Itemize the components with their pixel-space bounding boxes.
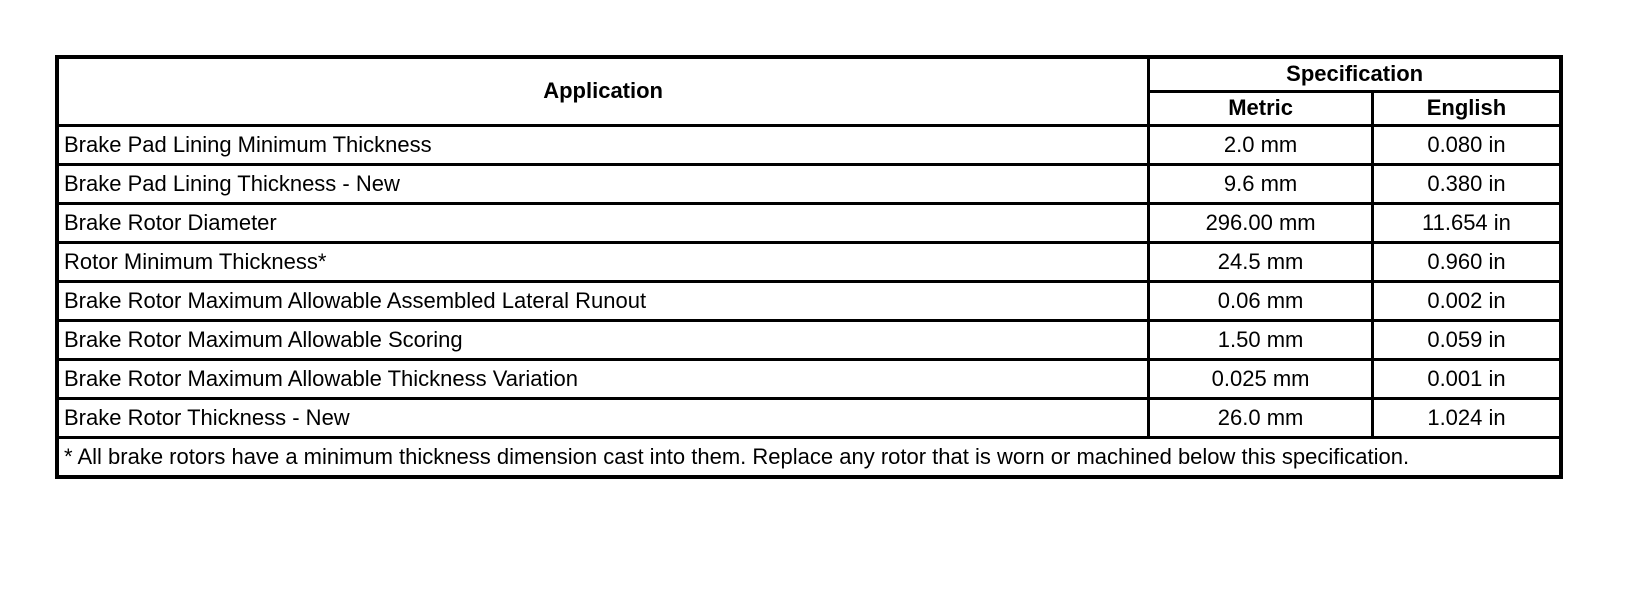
application-cell: Brake Pad Lining Minimum Thickness bbox=[57, 125, 1149, 164]
table-row bbox=[57, 281, 1561, 320]
table-row bbox=[57, 164, 1561, 203]
application-cell: Brake Rotor Maximum Allowable Assembled Lateral Runout bbox=[57, 281, 1149, 320]
application-cell: Brake Rotor Diameter bbox=[57, 203, 1149, 242]
application-cell: Brake Rotor Maximum Allowable Scoring bbox=[57, 320, 1149, 359]
brake-specifications-table bbox=[55, 55, 1563, 479]
table-row bbox=[57, 125, 1561, 164]
header-metric: Metric bbox=[1149, 91, 1373, 125]
metric-cell: 26.0 mm bbox=[1149, 398, 1373, 437]
table-row bbox=[57, 203, 1561, 242]
footnote-row bbox=[57, 437, 1561, 477]
metric-cell: 0.06 mm bbox=[1149, 281, 1373, 320]
metric-cell: 24.5 mm bbox=[1149, 242, 1373, 281]
english-cell: 0.080 in bbox=[1372, 125, 1561, 164]
header-application: Application bbox=[57, 57, 1149, 125]
metric-cell: 0.025 mm bbox=[1149, 359, 1373, 398]
header-specification: Specification bbox=[1149, 57, 1561, 91]
english-cell: 0.960 in bbox=[1372, 242, 1561, 281]
metric-cell: 2.0 mm bbox=[1149, 125, 1373, 164]
application-cell: Brake Rotor Maximum Allowable Thickness Variation bbox=[57, 359, 1149, 398]
english-cell: 1.024 in bbox=[1372, 398, 1561, 437]
table-row bbox=[57, 320, 1561, 359]
english-cell: 0.380 in bbox=[1372, 164, 1561, 203]
english-cell: 0.059 in bbox=[1372, 320, 1561, 359]
english-cell: 0.002 in bbox=[1372, 281, 1561, 320]
metric-cell: 1.50 mm bbox=[1149, 320, 1373, 359]
metric-cell: 296.00 mm bbox=[1149, 203, 1373, 242]
english-cell: 11.654 in bbox=[1372, 203, 1561, 242]
header-english: English bbox=[1372, 91, 1561, 125]
metric-cell: 9.6 mm bbox=[1149, 164, 1373, 203]
english-cell: 0.001 in bbox=[1372, 359, 1561, 398]
footnote: * All brake rotors have a minimum thickness dimension cast into them. Replace any rotor that is worn or machined below this specification. bbox=[57, 437, 1561, 477]
application-cell: Brake Rotor Thickness - New bbox=[57, 398, 1149, 437]
table-row bbox=[57, 359, 1561, 398]
application-cell: Brake Pad Lining Thickness - New bbox=[57, 164, 1149, 203]
table-row bbox=[57, 242, 1561, 281]
application-cell: Rotor Minimum Thickness* bbox=[57, 242, 1149, 281]
table-row bbox=[57, 398, 1561, 437]
